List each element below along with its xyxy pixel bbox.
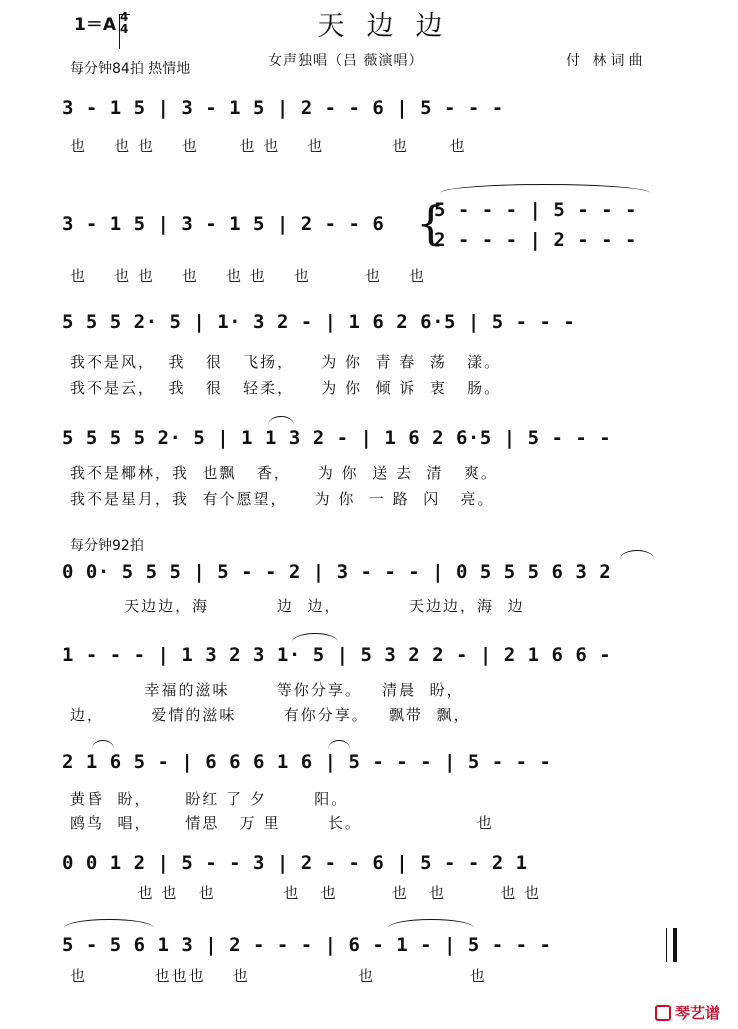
notation-line-4 — [62, 418, 674, 458]
notes-line-4: 5 5 5 5 2· 5 | 1 1 3 2 - | 1 6 2 6·5 | 5 - - - — [62, 427, 624, 449]
lyric-line-9: 也 也也也 也 也 也 — [70, 967, 487, 985]
notation-line-7 — [62, 742, 674, 782]
notation-line-9 — [62, 925, 674, 965]
notes-line-3: 5 5 5 2· 5 | 1· 3 2 - | 1 6 2 6·5 | 5 - - - — [62, 311, 588, 333]
notes-line-9: 5 - 5 6 1 3 | 2 - - - | 6 - 1 - | 5 - - - — [62, 934, 564, 956]
site-watermark — [655, 1002, 720, 1023]
song-title: 天边边 — [317, 11, 465, 42]
notes-line-2-lower: 2 - - - | 2 - - - — [434, 229, 649, 251]
lyric-line-6b: 边， 爱情的滋味 有你分享。 飘带 飘， — [70, 706, 471, 724]
slur-arc — [64, 919, 154, 928]
score-header — [0, 0, 738, 90]
key-label: 1＝A — [74, 15, 116, 35]
notation-line-1 — [62, 88, 674, 128]
lyric-line-4a: 我不是椰林，我 也飘 香， 为 你 送 去 清 爽。 — [70, 464, 498, 482]
notes-line-7: 2 1 6 5 - | 6 6 6 1 6 | 5 - - - | 5 - - - — [62, 751, 564, 773]
notes-line-2-upper: 5 - - - | 5 - - - — [434, 199, 649, 221]
tempo-marking: 每分钟84拍 热情地 — [70, 61, 191, 77]
notes-line-6: 1 - - - | 1 3 2 3 1· 5 | 5 3 2 2 - | 2 1 6 6 - — [62, 644, 624, 666]
notes-line-8: 0 0 1 2 | 5 - - 3 | 2 - - 6 | 5 - - 2 1 — [62, 852, 540, 874]
lyric-line-3a: 我不是风， 我 很 飞扬， 为 你 青 春 荡 漾。 — [70, 353, 502, 371]
voice-brace: { — [416, 196, 446, 250]
performer-credit: 女声独唱（吕 薇演唱） — [268, 53, 424, 69]
lyric-line-8: 也 也 也 也 也 也 也 也 也 — [70, 884, 542, 902]
lyric-line-6a: 幸福的滋味 等你分享。 清晨 盼， — [70, 681, 464, 699]
lyric-line-3b: 我不是云， 我 很 轻柔， 为 你 倾 诉 衷 肠。 — [70, 379, 502, 397]
lyric-line-7b: 鸥鸟 唱， 情思 万 里 长。 也 — [70, 814, 494, 832]
notation-line-8 — [62, 843, 674, 883]
watermark-logo-icon — [655, 1005, 671, 1021]
lyric-line-1: 也 也 也 也 也 也 也 也 也 — [70, 137, 467, 155]
lyric-line-2: 也 也 也 也 也 也 也 也 也 — [70, 267, 427, 285]
watermark-label: 琴艺谱 — [674, 1004, 720, 1022]
slur-arc — [388, 919, 474, 928]
notation-line-6 — [62, 635, 674, 675]
meter-top: 4 — [120, 9, 129, 24]
notes-line-2: 3 - 1 5 | 3 - 1 5 | 2 - - 6 — [62, 213, 397, 235]
tempo-change: 每分钟92拍 — [70, 538, 144, 554]
composer-credit: 付 林词曲 — [566, 53, 647, 69]
lyric-line-7a: 黄昏 盼， 盼红 了 夕 阳。 — [70, 790, 349, 808]
tie-arc — [440, 184, 650, 193]
notation-line-5 — [62, 552, 674, 592]
notation-line-3 — [62, 302, 674, 342]
final-barline — [666, 928, 677, 962]
notes-line-1: 3 - 1 5 | 3 - 1 5 | 2 - - 6 | 5 - - - — [62, 97, 516, 119]
meter-bottom: 4 — [120, 21, 129, 36]
notes-line-5: 0 0· 5 5 5 | 5 - - 2 | 3 - - - | 0 5 5 5 6 3 2 — [62, 561, 624, 583]
lyric-line-5: 天边边，海 边 边， 天边边，海 边 — [70, 597, 525, 615]
notation-line-2 — [62, 196, 674, 251]
lyric-line-4b: 我不是星月，我 有个愿望， 为 你 一 路 闪 亮。 — [70, 490, 495, 508]
